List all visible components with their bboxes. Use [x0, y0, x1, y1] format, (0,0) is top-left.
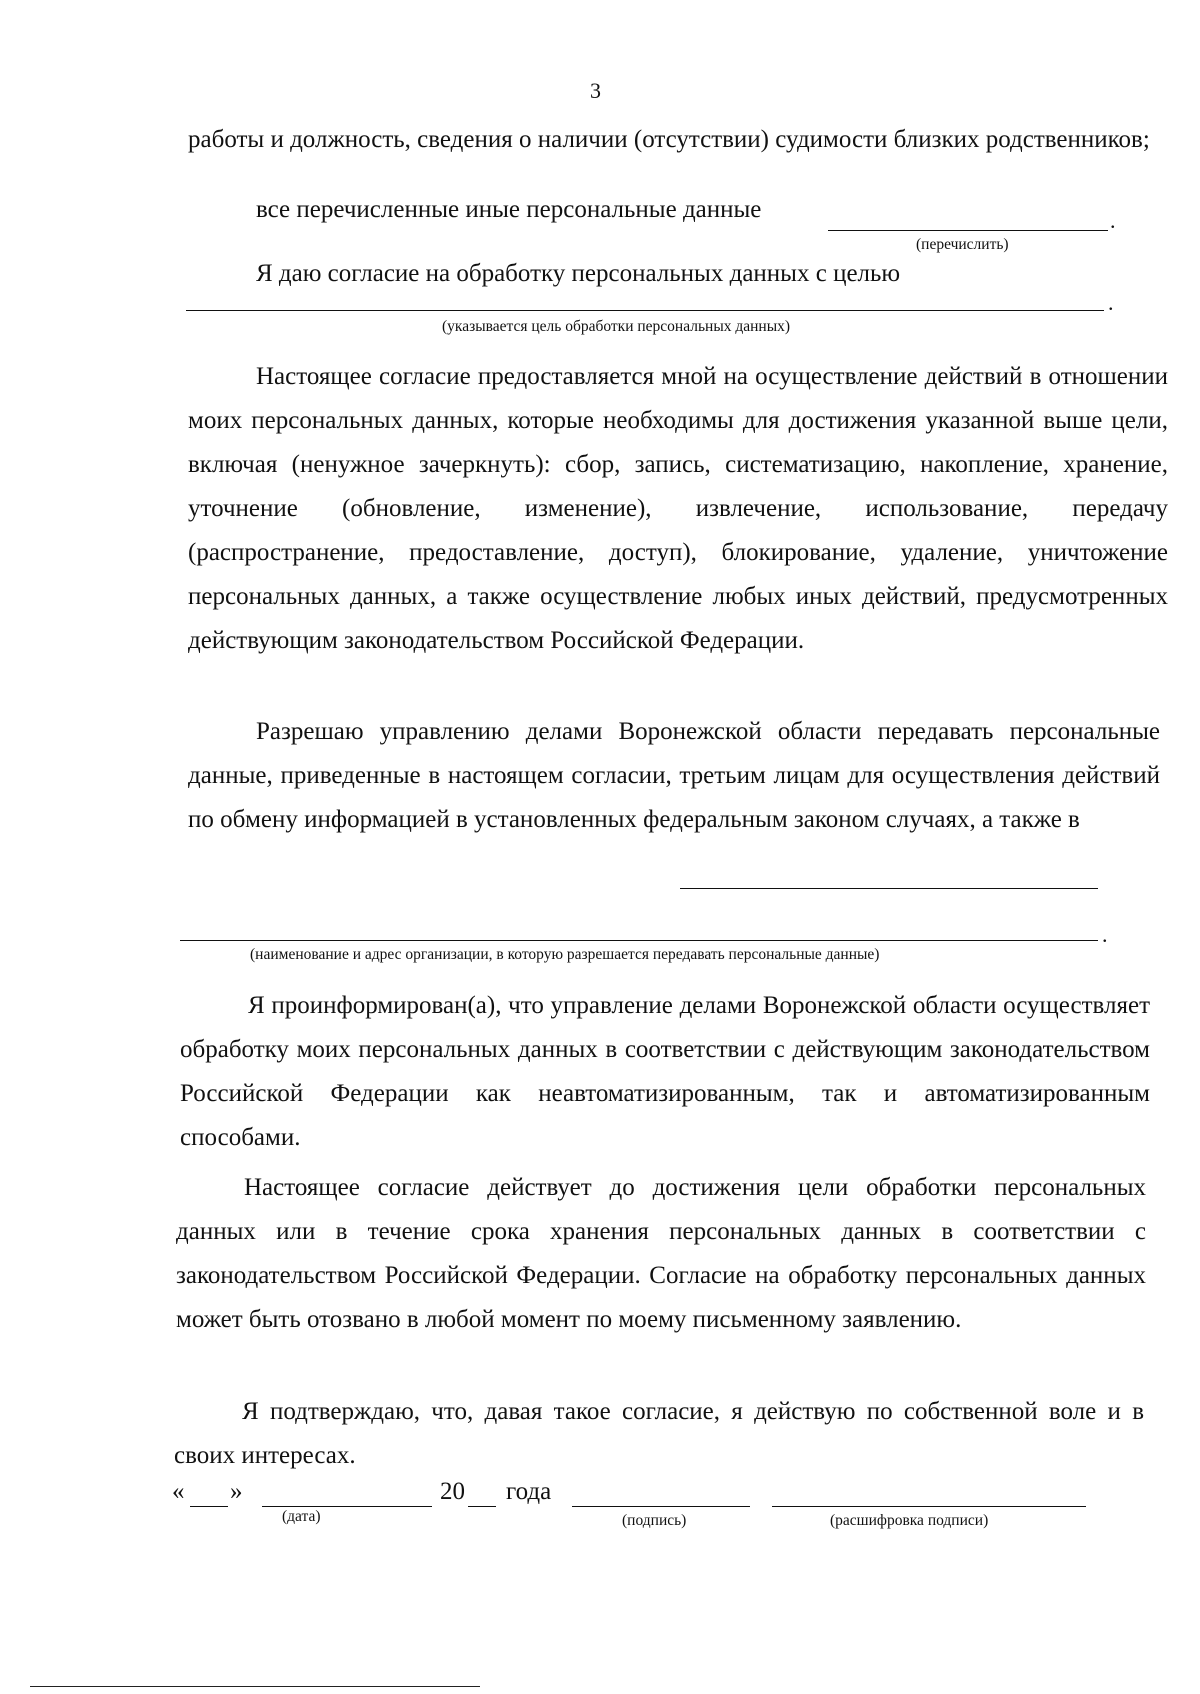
other-data-blank-line — [828, 230, 1108, 231]
month-blank-line — [262, 1506, 432, 1507]
paragraph-actions: Настоящее согласие предоставляется мной на осуществление действий в отношении моих персональных данных, которые необходимы для достижения указанной выше цели, включая (ненужное зачеркнуть): сбор, запись, систематизацию, накопление, хранение, уточнение (обновление, изменение), извлечение, использование, передачу (распространение, предоставление, доступ), блокирование, удаление, уничтожение персональных данных, а также осуществление любых иных действий, предусмотренных действующим законодательством Российской Федерации. — [188, 363, 1168, 654]
paragraph-informed: Я проинформирован(а), что управление делами Воронежской области осуществляет обработку моих персональных данных в соответствии с действующим законодательством Российской Федерации как неавтоматизированным, так и автоматизированным способами. — [180, 992, 1150, 1151]
period: . — [1102, 922, 1108, 947]
bottom-edge-line — [30, 1686, 480, 1687]
caption-list: (перечислить) — [916, 236, 1009, 253]
paragraph-confirmation: Я подтверждаю, что, давая такое согласие, я действую по собственной воле и в своих интересах. — [174, 1398, 1144, 1469]
decode-blank-line — [772, 1506, 1086, 1507]
caption-signature: (подпись) — [622, 1512, 687, 1529]
page-number: 3 — [590, 78, 601, 103]
period: . — [1108, 290, 1114, 315]
year-blank-line — [468, 1506, 496, 1507]
paragraph-validity: Настоящее согласие действует до достижения цели обработки персональных данных или в течение срока хранения персональных данных в соответствии с законодательством Российской Федерации. Согласие на обработку персональных данных может быть отозвано в любой момент по моему письменному заявлению. — [176, 1174, 1146, 1333]
caption-date: (дата) — [282, 1508, 321, 1525]
caption-organization: (наименование и адрес организации, в которую разрешается передавать персональные данные) — [250, 946, 880, 963]
caption-purpose: (указывается цель обработки персональных данных) — [442, 318, 791, 335]
caption-signature-decode: (расшифровка подписи) — [830, 1512, 989, 1529]
paragraph-permission: Разрешаю управлению делами Воронежской области передавать персональные данные, приведенные в настоящем согласии, третьим лицам для осуществления действий по обмену информацией в установленных федеральным законом случаях, а также в — [188, 718, 1160, 833]
org-blank-line-1 — [680, 888, 1098, 889]
date-quote-close: » — [230, 1478, 243, 1505]
purpose-blank-line — [186, 310, 1104, 311]
consent-purpose-label: Я даю согласие на обработку персональных данных с целью — [256, 260, 901, 287]
day-blank-line — [190, 1506, 228, 1507]
org-blank-line-2 — [180, 940, 1098, 941]
paragraph-continuation: работы и должность, сведения о наличии (отсутствии) судимости близких родственников; — [188, 126, 1150, 153]
signature-blank-line — [572, 1506, 750, 1507]
period: . — [1110, 208, 1116, 233]
date-quote-open: « — [172, 1478, 185, 1505]
year-word: года — [506, 1478, 552, 1505]
year-prefix: 20 — [440, 1478, 465, 1505]
other-data-label: все перечисленные иные персональные данные — [256, 196, 762, 223]
